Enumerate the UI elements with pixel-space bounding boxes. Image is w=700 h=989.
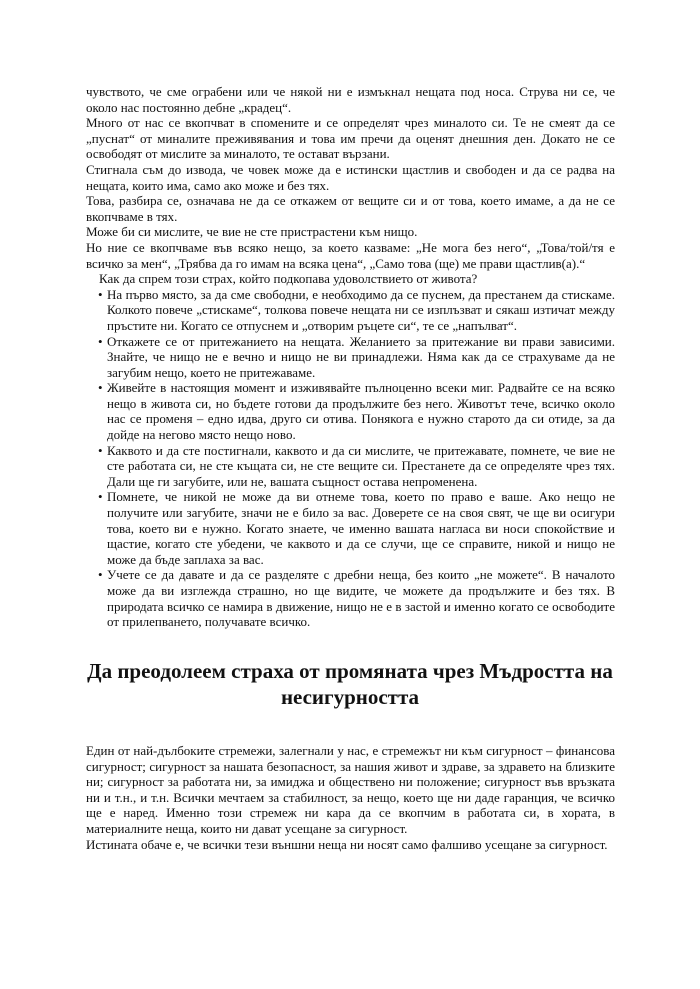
bullet-icon: •	[98, 380, 103, 396]
bullet-icon: •	[98, 286, 103, 302]
paragraph: Може би си мислите, че вие не сте пристрастени към нищо.	[86, 224, 418, 240]
list-item	[99, 489, 615, 567]
paragraph: Това, разбира се, означава не да се откажем от вещите си и от това, което имаме, а да не се вкопчваме в тях.	[86, 193, 615, 224]
list-item-text: Откажете се от притежанието на нещата. Желанието за притежание ви прави зависими. Знайте, че нищо не е вечно и нищо не ви принадлежи. Няма как да се страхуваме да не загубим нещо, което не притежаваме.	[107, 333, 615, 380]
list-item	[99, 443, 615, 490]
bullet-icon: •	[98, 489, 103, 505]
bullet-icon: •	[98, 442, 103, 458]
list-item	[99, 567, 615, 629]
top-text-block	[86, 84, 615, 630]
bullet-icon: •	[98, 333, 103, 349]
paragraph: Истината обаче е, че всички тези външни неща ни носят само фалшиво усещане за сигурност.	[86, 836, 608, 852]
list-item-text: На първо място, за да сме свободни, е необходимо да се пуснем, да престанем да стискаме. Колкото повече „стискаме“, толкова повече нещата ни се изплъзват и сякаш изтичат между пръстите ни. Когато се отпуснем и „отворим ръцете си“, те се „напълват“.	[107, 286, 615, 333]
list-item	[99, 287, 615, 334]
paragraph: Един от най-дълбоките стремежи, залегнали у нас, е стремежът ни към сигурност – финансова сигурност; сигурност за нашата безопасност, за нашия живот и здраве, за здравето на близките ни; сигурност за работата ни, за имиджа и обществено ни положение; сигурност във връзката ни и т.н., и т.н. Всички мечтаем за стабилност, за нещо, което ще ни даде гаранция, че всичко ще е наред. Именно този стремеж ни кара да се вкопчим в работата си, в хората, в материалните неща, които ни дават усещане за сигурност.	[86, 743, 615, 836]
bullet-list	[86, 287, 615, 630]
question-line: Как да спрем този страх, който подкопава удоволствието от живота?	[99, 271, 478, 287]
paragraph: Много от нас се вкопчват в спомените и се определят чрез миналото си. Те не смеят да се „пуснат“ от миналите преживявания и това им пречи да оценят днешния ден. Докато не се освободят от мислите за миналото, те остават вързани.	[86, 115, 615, 162]
list-item-text: Живейте в настоящия момент и изживявайте пълноценно всеки миг. Радвайте се на всяко нещо в живота си, но бъдете готови да продължите без него. Животът тече, всичко около нас се променя – едно идва, друго си отива. Понякога е нужно старото да си отиде, за да дойде на негово място нещо ново.	[107, 380, 615, 443]
heading-line: несигурността	[280, 685, 420, 709]
bullet-icon: •	[98, 567, 103, 583]
paragraph: Но ние се вкопчваме във всяко нещо, за което казваме: „Не мога без него“, „Това/той/тя е всичко за мен“, „Трябва да го имам на всяка цена“, „Само това (ще) ме прави щастлив(а).“	[86, 239, 615, 271]
list-item-text: Каквото и да сте постигнали, каквото и да си мислите, че притежавате, помнете, че вие не сте работата си, не сте къщата си, не сте вещите си. Престанете да се определяте чрез тях. Дали ще ги загубите, или не, вашата същност остава непроменена.	[107, 442, 615, 489]
list-item-text: Помнете, че никой не може да ви отнеме това, което по право е ваше. Ако нещо не получите или загубите, значи не е било за вас. Доверете се на своя свят, че ще ви осигури това, което ви е нужно. Когато знаете, че именно вашата нагласа ви носи спокойствие и щастие, когато сте убедени, че каквото и да се случи, ще се справите, никой и нищо не може да бъде заплаха за вас.	[107, 489, 615, 567]
paragraph: чувството, че сме ограбени или че някой ни е измъкнал нещата под носа. Струва ни се, че около нас постоянно дебне „крадец“.	[86, 84, 615, 115]
list-item-text: Учете се да давате и да се разделяте с дребни неща, без които „не можете“. В началото може да ви изглежда страшно, но ще видите, че можете да продължите и без тях. В природата всичко се намира в движение, нищо не е в застой и именно когато се освободите от прилепването, получавате всичко.	[107, 567, 615, 630]
section-heading	[60, 658, 640, 710]
list-item	[99, 380, 615, 442]
heading-line: Да преодолеем страха от промяната чрез Мъдростта на	[87, 659, 613, 683]
list-item	[99, 334, 615, 381]
bottom-text-block	[86, 743, 615, 852]
paragraph: Стигнала съм до извода, че човек може да е истински щастлив и свободен и да се радва на нещата, които има, само ако може и без тях.	[86, 161, 615, 193]
